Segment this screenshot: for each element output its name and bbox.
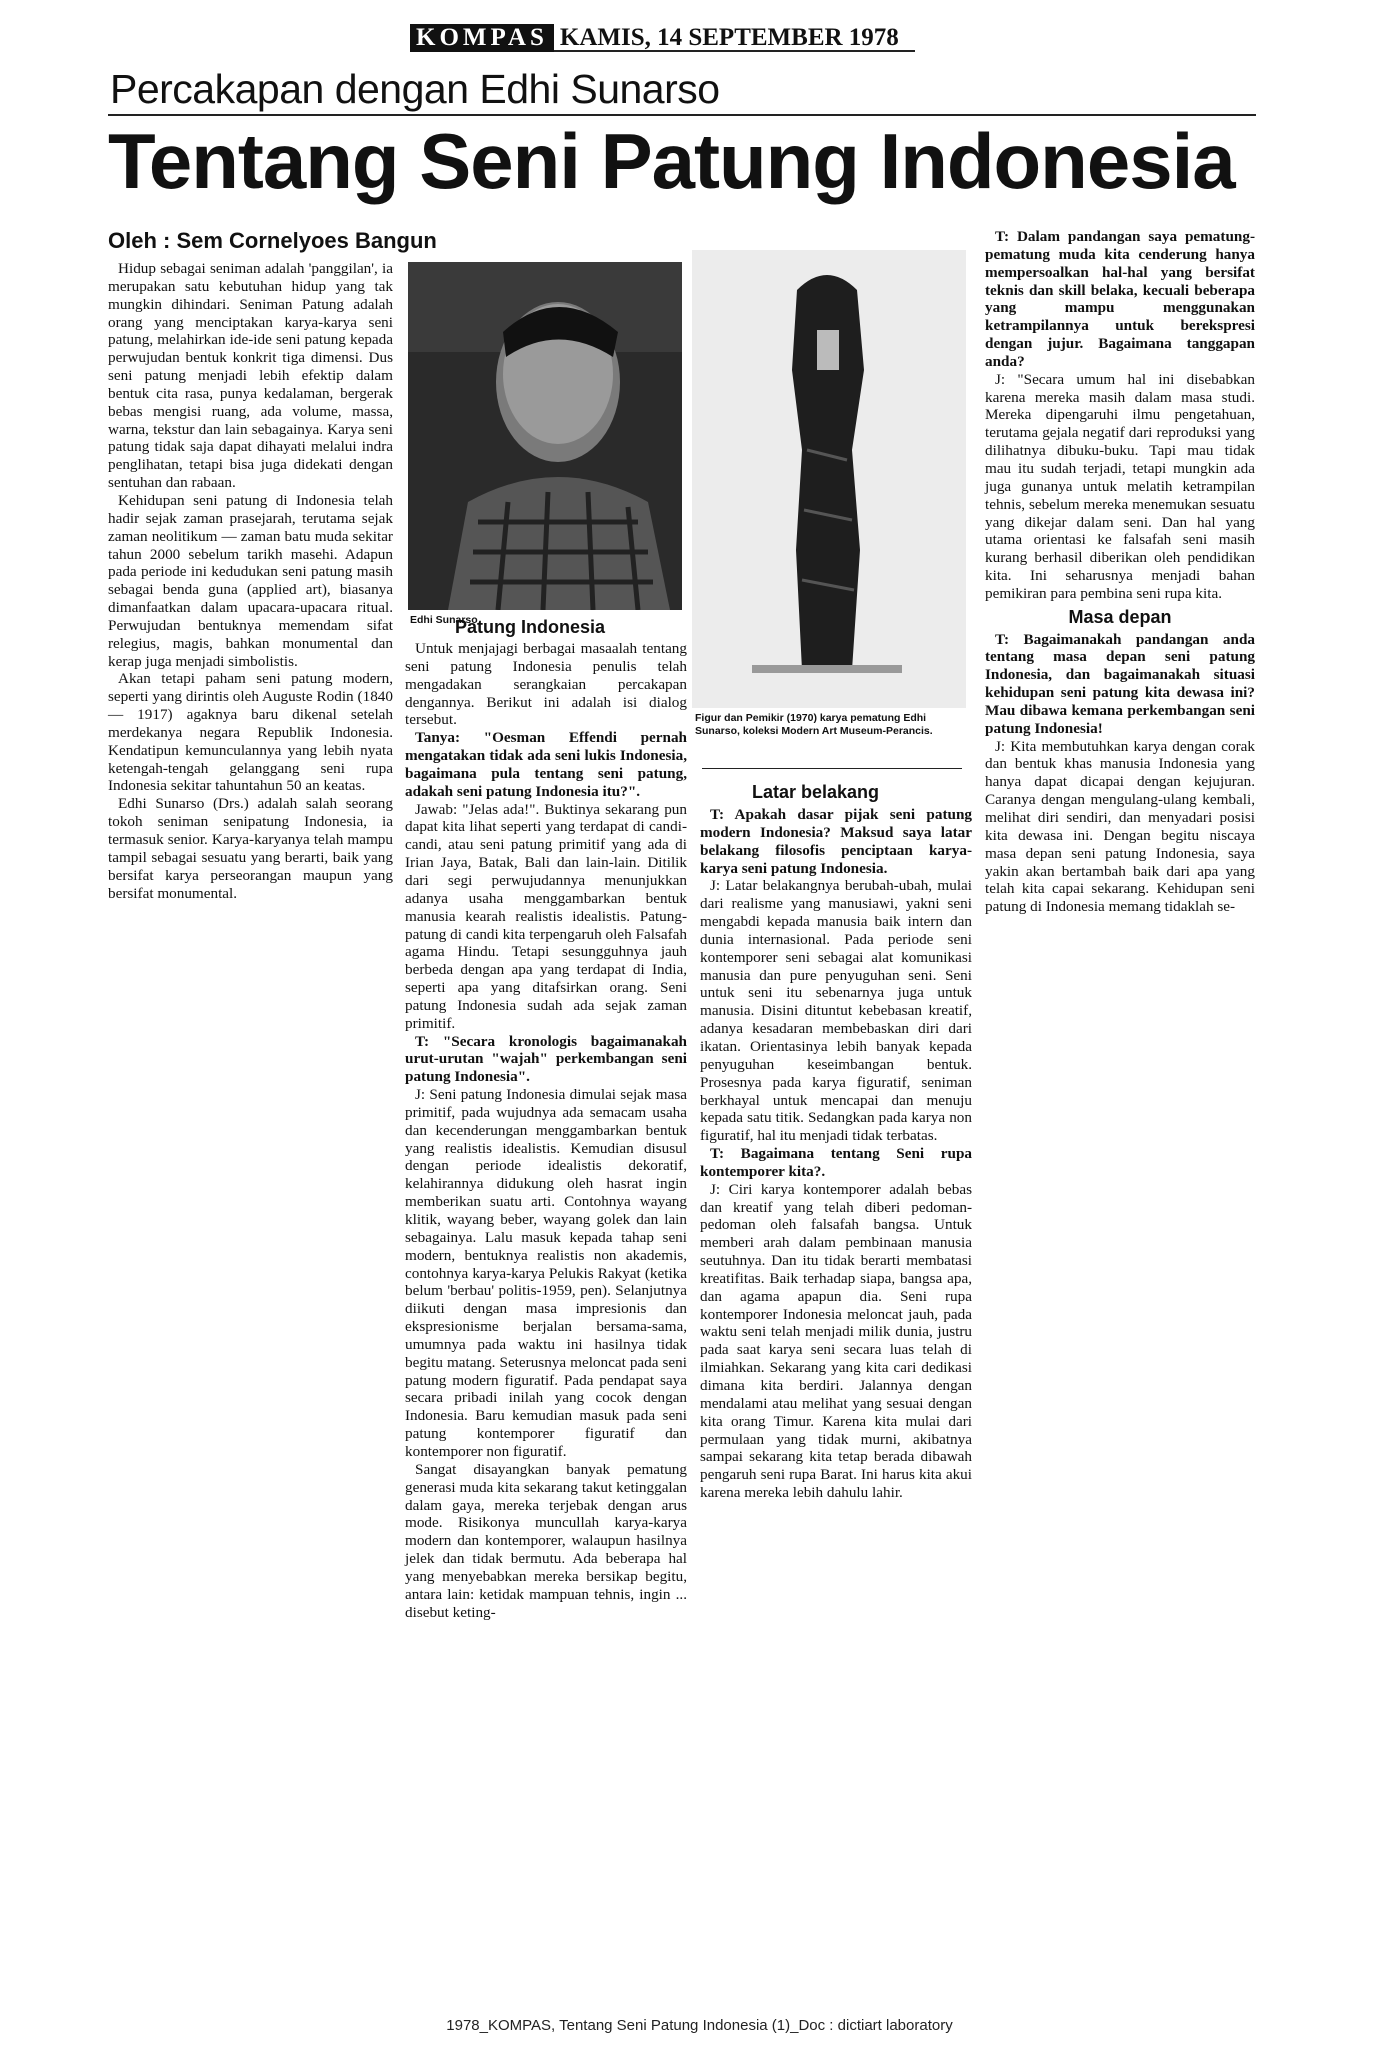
document-footer: 1978_KOMPAS, Tentang Seni Patung Indonesia (1)_Doc : dictiart laboratory: [446, 2017, 953, 2034]
answer: J: Latar belakangnya berubah-ubah, mulai dari realisme yang manusiawi, yakni seni mengabdi kepada manusia baik intern dan dunia internasional. Pada periode seni kontemporer seni sebagai alat komunikasi manusia dan pure penyuguhan seni. Seni untuk seni itu sebenarnya juga untuk manusia. Disini dituntut kebebasan kreatif, adanya kesadaran membebaskan diri dari ikatan. Orientasinya lebih banyak kepada penyuguhan keseimbangan bentuk. Prosesnya pada karya figuratif, seniman berkhayal untuk mencapai dan menuju kepada satu titik. Sedangkan pada karya non figuratif, hal itu menjadi tidak terbatas.: [700, 877, 972, 1145]
divider: [108, 114, 1256, 116]
answer: J: Ciri karya kontemporer adalah bebas dan kreatif yang telah diberi pedoman-pedoman oleh falsafah bangsa. Untuk memberi arah dalam pembinaan manusia seutuhnya. Dan itu tidak berarti membatasi kreatifitas. Baik terhadap siapa, bangsa apa, dan agama apapun dia. Seni rupa kontemporer Indonesia meloncat jauh, pada waktu seni telah menjadi milik dunia, justru pada saat karya seni secara luas telah di ilmiahkan. Sekarang yang kita cari dedikasi dimana kita berdiri. Jalannya dengan mendalami atau melihat yang sesuai dengan kita orang Timur. Karena kita mulai dari permulaan yang tidak murni, akibatnya sampai sekarang kita tetap berada dibawah pengaruh seni rupa Barat. Ini harus kita akui karena mereka lebih dahulu lahir.: [700, 1180, 972, 1502]
portrait-image: [408, 262, 682, 610]
paragraph: Edhi Sunarso (Drs.) adalah salah seorang tokoh seniman senipatung Indonesia, ia termasuk senior. Karya-karyanya telah mampu tampil sebagai sesuatu yang berarti, baik yang bersifat karya perseorangan maupun yang bersifat monumental.: [108, 795, 393, 902]
question: T: Bagaimana tentang Seni rupa kontemporer kita?.: [700, 1145, 972, 1180]
masthead: [410, 24, 915, 52]
newspaper-name: KOMPAS: [410, 24, 554, 52]
section-heading-patung: Patung Indonesia: [455, 617, 606, 637]
paragraph: Hidup sebagai seniman adalah 'panggilan', ia merupakan satu kebutuhan hidup yang tak mungkin dihindari. Seniman Patung adalah orang yang menciptakan karya-karya seni patung, melahirkan ide-ide seni patung kepada perwujudan bentuk konkrit tiga dimensi. Dus seni patung menjadi lebih efektip dalam bentuk cita rasa, punya kedalaman, bergerak bebas mengisi ruang, ada volume, massa, warna, tekstur dan lain sebagainya. Karya seni patung tidak saja dapat dihayati melalui indra penglihatan, tetapi bisa juga didekati dengan sentuhan dan rabaan.: [108, 260, 393, 492]
portrait-photo: [408, 262, 682, 610]
article-byline: Oleh : Sem Cornelyoes Bangun: [108, 228, 437, 253]
paragraph: Untuk menjajagi berbagai masaalah tentang seni patung Indonesia penulis telah mengadakan serangkaian percakapan dengannya. Berikut ini adalah isi dialog tersebut.: [405, 640, 687, 729]
paragraph: Sangat disayangkan banyak pematung generasi muda kita sekarang takut ketinggalan dalam gaya, mereka terjebak dengan arus mode. Risikonya muncullah karya-karya modern dan kontemporer, walaupun hasilnya jelek dan tidak bermutu. Ada beberapa hal yang menyebabkan mereka bersikap begitu, antara lain: ketidak mampuan tehnis, ingin ... disebut keting-: [405, 1460, 687, 1621]
question: Tanya: "Oesman Effendi pernah mengatakan tidak ada seni lukis Indonesia, bagaimana pula tentang seni patung, adakah seni patung Indonesia itu?".: [405, 729, 687, 800]
issue-date: KAMIS, 14 SEPTEMBER 1978: [559, 24, 899, 51]
answer: Jawab: "Jelas ada!". Buktinya sekarang pun dapat kita lihat seperti yang terdapat di candi-candi, atau seni patung primitif yang ada di Irian Jaya, Batak, Bali dan lain-lain. Ditilik dari segi perwujudannya menunjukkan adanya usaha menggambarkan bentuk manusia kearah realistis idealistis. Patung-patung di candi kita terpengaruh oleh Falsafah agama Hindu. Tetapi sesungguhnya jauh berbeda dengan apa yang terdapat di India, seperti apa yang ditafsirkan orang. Seni patung Indonesia sudah ada sejak zaman primitif.: [405, 800, 687, 1032]
question: T: Dalam pandangan saya pematung-pematung muda kita cenderung hanya mempersoalkan hal-hal yang bersifat teknis dan skill belaka, kecuali beberapa yang mampu menggunakan ketrampilannya untuk berekspresi dengan jujur. Bagaimana tanggapan anda?: [985, 228, 1255, 370]
section-heading-latar: Latar belakang: [752, 782, 880, 802]
sculpture-caption: Figur dan Pemikir (1970) karya pematung Edhi Sunarso, koleksi Modern Art Museum-Perancis.: [695, 712, 933, 737]
column-2: [405, 640, 687, 1621]
column-4: [985, 228, 1255, 916]
section-heading-masa: Masa depan: [1068, 606, 1172, 627]
question: T: Bagaimanakah pandangan anda tentang masa depan seni patung Indonesia, dan bagaimanakah situasi kehidupan seni patung kita dewasa ini? Mau dibawa kemana perkembangan seni patung Indonesia!: [985, 630, 1255, 737]
article-headline: Tentang Seni Patung Indonesia: [108, 117, 1235, 205]
portrait-caption: Edhi Sunarso: [410, 614, 478, 626]
question: T: Apakah dasar pijak seni patung modern Indonesia? Maksud saya latar belakang filosofis penciptaan karya-karya seni patung Indonesia.: [700, 806, 972, 877]
question: T: "Secara kronologis bagaimanakah urut-urutan "wajah" perkembangan seni patung Indonesia".: [405, 1032, 687, 1086]
answer: J: Seni patung Indonesia dimulai sejak masa primitif, pada wujudnya ada semacam usaha dan kecenderungan menggambarkan bentuk yang realistis idealistis. Kemudian disusul dengan periode idealistis dekoratif, kelahirannya didukung oleh hasrat ingin memberikan suatu arti. Contohnya wayang klitik, wayang beber, wayang golek dan lain sebagainya. Lalu masuk kepada tahap seni modern, bentuknya realistis non akademis, contohnya karya-karya Pelukis Rakyat (ketika belum 'berbau' politis-1959, pen). Selanjutnya diikuti dengan masa impresionis dan ekspresionisme berjalan bersama-sama, umumnya pada waktu ini hasilnya tidak begitu matang. Seterusnya meloncat pada seni patung modern figuratif. Pada pendapat saya secara pribadi inilah yang cocok dengan Indonesia. Baru kemudian masuk pada seni patung kontemporer figuratif dan kontemporer non figuratif.: [405, 1086, 687, 1460]
article-subtitle: Percakapan dengan Edhi Sunarso: [110, 66, 720, 112]
sculpture-photo: [692, 250, 966, 708]
answer: J: "Secara umum hal ini disebabkan karena mereka masih dalam masa studi. Mereka dipengaruhi ilmu pengetahuan, terutama gejala negatif dari reproduksi yang dilihatnya dibuku-buku. Tapi mau tidak mau itu sudah terjadi, tetapi mungkin ada juga gunanya untuk melatih ketrampilan tehnis, sebelum mereka menemukan sesuatu yang dikejar dalam seni. Dan hal yang utama orientasi ke falsafah seni masih kurang berhasil diberikan oleh pendidikan kita. Ini seharusnya menjadi bahan pemikiran para pembina seni rupa kita.: [985, 370, 1255, 602]
paragraph: Akan tetapi paham seni patung modern, seperti yang dirintis oleh Auguste Rodin (1840 — 1917) agaknya baru dikenal setelah merdekanya negara Republik Indonesia. Kendatipun kemunculannya yang lebih nyata ketengah-tengah gelanggang seni rupa Indonesia sekitar tahuntahun 50 an keatas.: [108, 670, 393, 795]
sculpture-image: [692, 250, 966, 708]
answer: J: Kita membutuhkan karya dengan corak dan bentuk khas manusia Indonesia yang hanya dapat dicapai dengan kejujuran. Caranya dengan mengulang-ulang kembali, melihat diri sendiri, dan menyadari posisi kita dewasa ini. Dengan begitu niscaya masa depan seni patung Indonesia, saya yakin akan bertambah baik dari apa yang telah kita capai sekarang. Kehidupan seni patung di Indonesia memang tidaklah se-: [985, 737, 1255, 916]
divider: [702, 768, 962, 769]
paragraph: Kehidupan seni patung di Indonesia telah hadir sejak zaman prasejarah, terutama sejak zaman neolitikum — zaman batu muda sekitar tahun 2000 sebelum tarikh masehi. Adapun pada periode ini kedudukan seni patung masih sebagai benda guna (applied art), biasanya dimanfaatkan dalam upacara-upacara ritual. Perwujudan bentuknya memendam sifat relegius, magis, bahkan monumental dan kerap juga menjadi simbolistis.: [108, 491, 393, 670]
column-1: [108, 260, 393, 902]
column-3: [700, 806, 972, 1502]
